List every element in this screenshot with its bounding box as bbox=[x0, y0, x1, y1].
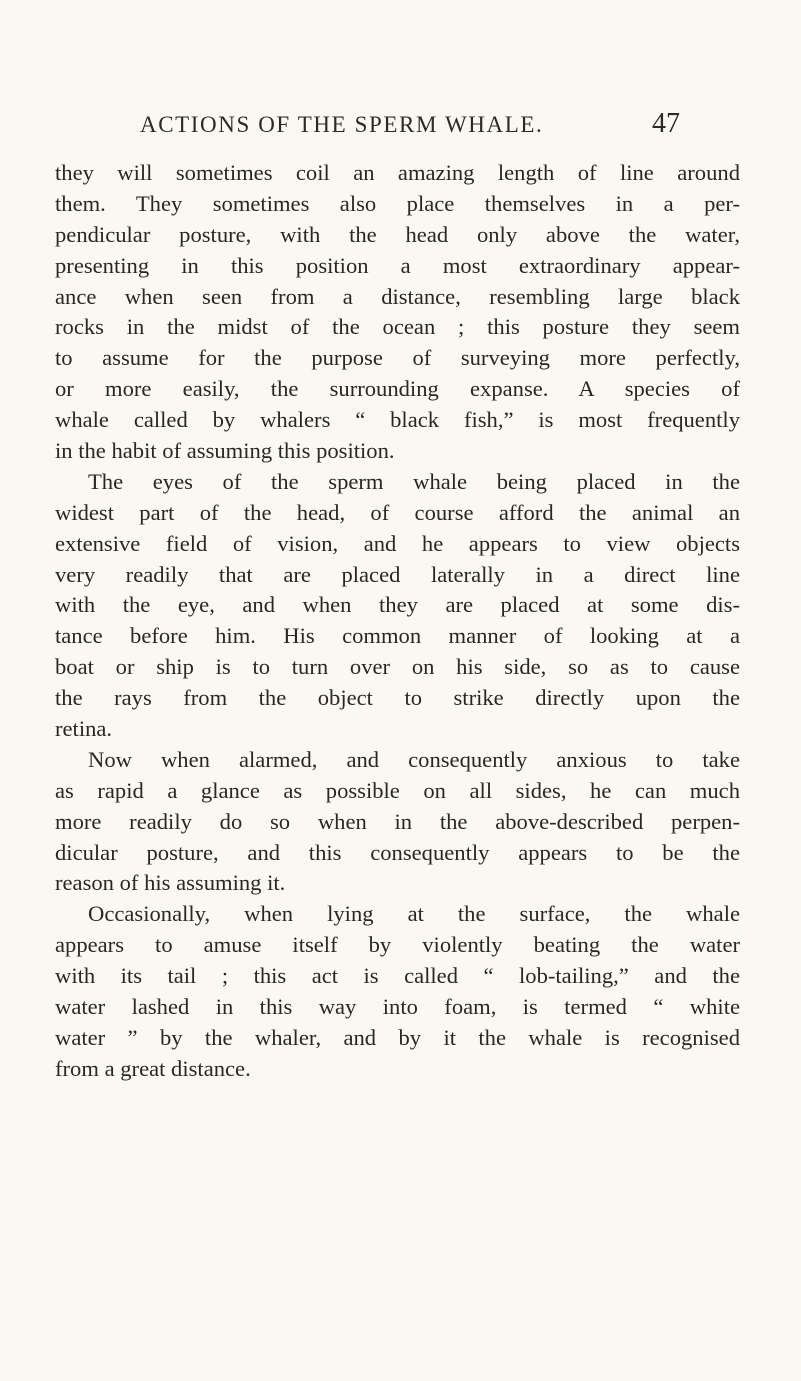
text-line: or more easily, the surrounding expanse. A species of bbox=[55, 376, 740, 402]
text-line: more readily do so when in the above-described perpen- bbox=[55, 808, 740, 834]
text-line: very readily that are placed laterally in a direct line bbox=[55, 561, 740, 587]
text-line: retina. bbox=[55, 716, 113, 742]
text-line: The eyes of the sperm whale being placed in the bbox=[88, 468, 740, 494]
text-line: with its tail ; this act is called “ lob-tailing,” and the bbox=[55, 963, 740, 989]
text-line: they will sometimes coil an amazing length of line around bbox=[55, 160, 740, 185]
text-line: them. They sometimes also place themselves in a per- bbox=[55, 190, 740, 216]
text-line: whale called by whalers “ black fish,” is most frequently bbox=[55, 407, 740, 433]
running-head bbox=[140, 108, 680, 152]
running-title: ACTIONS OF THE SPERM WHALE. bbox=[140, 112, 544, 137]
text-line: to assume for the purpose of surveying more perfectly, bbox=[55, 345, 740, 371]
text-line: rocks in the midst of the ocean ; this posture they seem bbox=[55, 314, 740, 340]
text-line: water lashed in this way into foam, is termed “ white bbox=[55, 994, 740, 1020]
text-line: the rays from the object to strike directly upon the bbox=[55, 685, 740, 711]
text-line: reason of his assuming it. bbox=[55, 870, 286, 896]
text-line: tance before him. His common manner of looking at a bbox=[55, 623, 740, 649]
text-line: presenting in this position a most extraordinary appear- bbox=[55, 252, 740, 278]
body-text bbox=[55, 158, 740, 1085]
text-line: extensive field of vision, and he appears to view objects bbox=[55, 530, 740, 556]
text-line: pendicular posture, with the head only above the water, bbox=[55, 221, 740, 247]
page-number: 47 bbox=[652, 108, 680, 139]
text-line: with the eye, and when they are placed at some dis- bbox=[55, 592, 740, 618]
text-line: widest part of the head, of course afford the animal an bbox=[55, 499, 740, 525]
text-line: Now when alarmed, and consequently anxious to take bbox=[88, 746, 740, 772]
text-line: ance when seen from a distance, resembling large black bbox=[55, 283, 740, 309]
text-line: water ” by the whaler, and by it the whale is recognised bbox=[55, 1024, 740, 1050]
text-line: in the habit of assuming this position. bbox=[55, 438, 395, 464]
text-line: dicular posture, and this consequently appears to be the bbox=[55, 839, 740, 865]
text-line: appears to amuse itself by violently beating the water bbox=[55, 932, 740, 958]
text-line: Occasionally, when lying at the surface, the whale bbox=[88, 901, 740, 927]
text-line: as rapid a glance as possible on all sides, he can much bbox=[55, 777, 740, 803]
text-line: boat or ship is to turn over on his side, so as to cause bbox=[55, 654, 740, 680]
text-line: from a great distance. bbox=[55, 1055, 251, 1081]
